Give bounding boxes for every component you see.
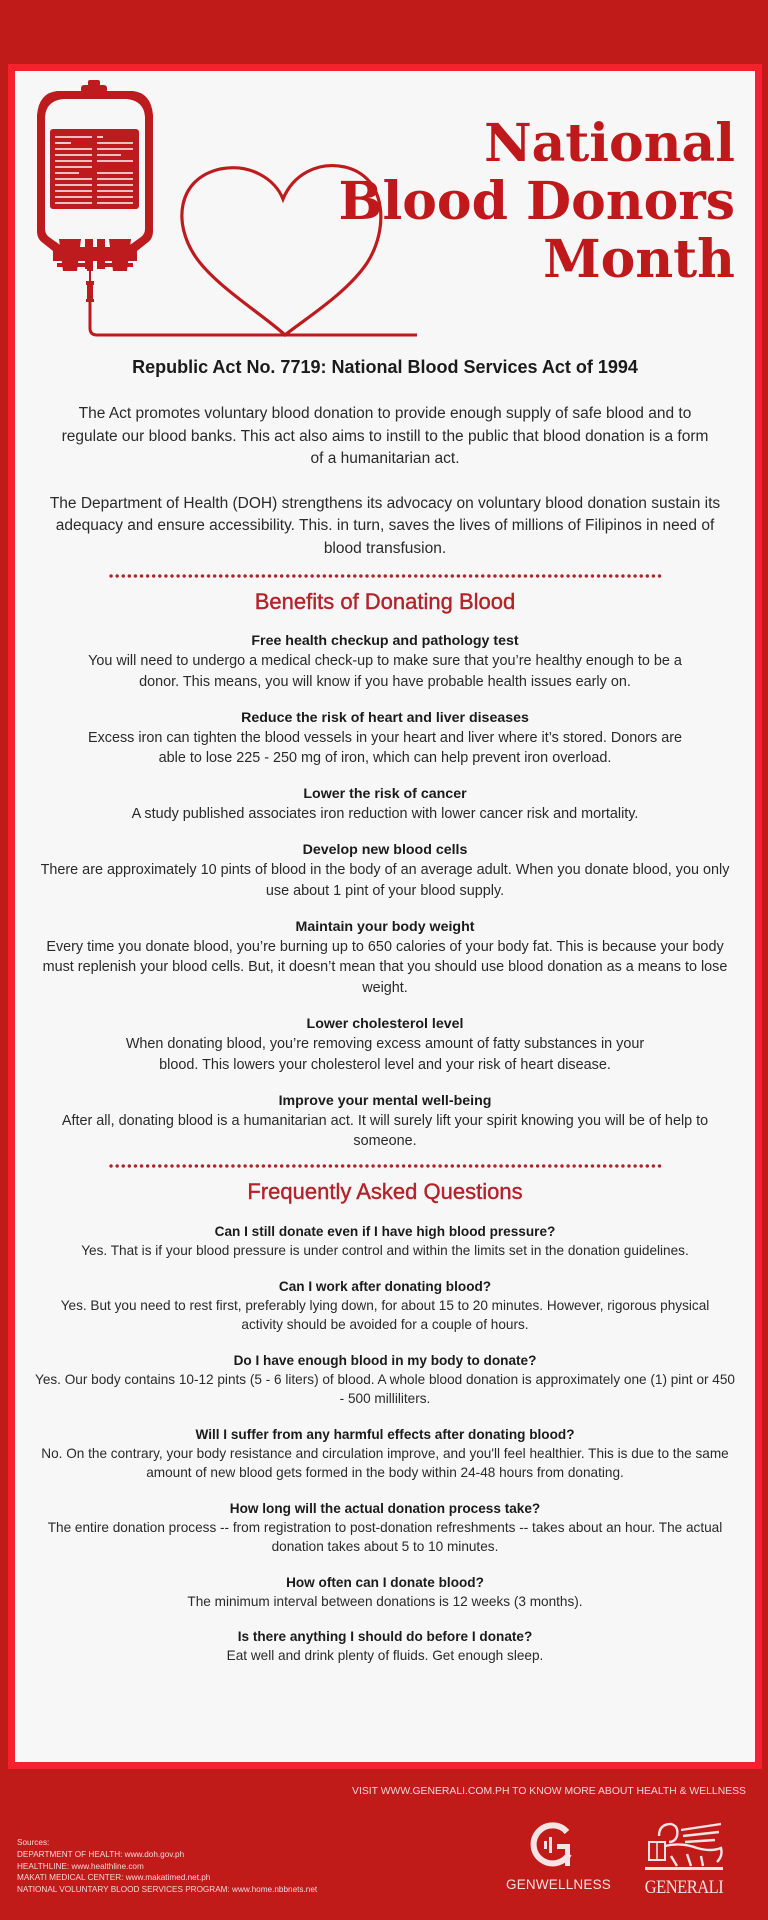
benefit-body: Every time you donate blood, you’re burning up to 650 calories of your body fat. This is because your body must replenish your blood cells. But, it doesn’t mean that you should use blood donation as a means to lose weight.	[42, 938, 728, 997]
infographic-panel	[15, 71, 755, 1762]
faq-item	[15, 1499, 755, 1557]
benefit-body: There are approximately 10 pints of blood in the body of an average adult. When you donate blood, you only use about 1 pint of your blood supply.	[40, 861, 730, 899]
sources-list	[17, 1837, 317, 1896]
faq-answer: No. On the contrary, your body resistance and circulation improve, and you'll feel healthier. This is due to the same amount of new blood gets formed in the body within 24-48 hours from donating.	[41, 1445, 729, 1481]
generali-label: GENERALI	[644, 1875, 724, 1898]
benefit-body: When donating blood, you’re removing excess amount of fatty substances in your blood. This lowers your cholesterol level and your risk of heart disease.	[125, 1035, 645, 1073]
hero	[15, 71, 755, 351]
benefits-title: Benefits of Donating Blood	[254, 589, 516, 614]
benefit-body: A study published associates iron reduction with lower cancer risk and mortality.	[131, 806, 639, 823]
infographic-frame	[8, 64, 762, 1769]
benefit-heading: Reduce the risk of heart and liver diseases	[241, 709, 529, 726]
intro-paragraph-1: The Act promotes voluntary blood donation to provide enough supply of safe blood and to regulate our blood banks. This act also aims to instill to the public that blood donation is a form of a humanitarian act.	[61, 405, 709, 467]
faq-question: How long will the actual donation process take?	[229, 1500, 541, 1516]
generali-lion-icon	[641, 1820, 727, 1872]
faq-question: Can I work after donating blood?	[278, 1278, 492, 1294]
footer	[0, 1769, 768, 1920]
generali-logo	[638, 1820, 730, 1897]
faq-question: How often can I donate blood?	[286, 1574, 484, 1590]
faq-item	[15, 1351, 755, 1409]
benefit-heading: Free health checkup and pathology test	[251, 633, 519, 649]
benefit-body: After all, donating blood is a humanitarian act. It will surely lift your spirit knowing you will be of help to someone.	[61, 1112, 709, 1150]
faq-answer: The minimum interval between donations is 12 weeks (3 months).	[187, 1593, 583, 1609]
benefit-heading: Improve your mental well-being	[278, 1092, 492, 1109]
faq-question: Will I suffer from any harmful effects after donating blood?	[195, 1426, 575, 1442]
dotted-divider	[108, 1164, 662, 1168]
benefit-item	[15, 785, 755, 825]
benefit-item	[15, 1092, 755, 1153]
faq-list	[15, 1222, 755, 1666]
genwellness-logo	[506, 1820, 611, 1892]
faq-question: Is there anything I should do before I donate?	[237, 1629, 533, 1645]
faq-title: Frequently Asked Questions	[247, 1179, 523, 1205]
faq-item	[15, 1425, 755, 1483]
act-title: Republic Act No. 7719: National Blood Services Act of 1994	[132, 357, 638, 377]
source-item: MAKATI MEDICAL CENTER: www.makatimed.net.ph	[17, 1873, 211, 1883]
faq-answer: Yes. Our body contains 10-12 pints (5 - 6 liters) of blood. A whole blood donation is approximately one (1) pint or 450 - 500 milliliters.	[35, 1371, 735, 1407]
title-line-1: National	[484, 113, 735, 174]
benefit-heading: Maintain your body weight	[295, 918, 475, 935]
benefit-body: Excess iron can tighten the blood vessels in your heart and liver where it’s stored. Donors are able to lose 225 - 250 mg of iron, which can help prevent iron overload.	[87, 729, 683, 767]
benefit-item	[15, 709, 755, 770]
benefit-item	[15, 1015, 755, 1076]
faq-question: Can I still donate even if I have high blood pressure?	[214, 1224, 556, 1240]
benefits-list	[15, 632, 755, 1152]
content	[15, 356, 755, 1666]
benefit-item	[15, 918, 755, 999]
benefit-heading: Lower cholesterol level	[306, 1015, 464, 1032]
genwellness-label: GENWELLNESS	[506, 1877, 611, 1892]
blood-bag-icon	[37, 80, 153, 302]
genwellness-g-icon	[529, 1820, 575, 1870]
faq-answer: The entire donation process -- from registration to post-donation refreshments -- takes about an hour. The actual donation takes about 5 to 10 minutes.	[47, 1519, 723, 1555]
benefit-heading: Develop new blood cells	[302, 841, 468, 858]
benefit-item	[15, 632, 755, 693]
benefit-body: You will need to undergo a medical check-up to make sure that you’re healthy enough to be a donor. This means, you will know if you have probable health issues early on.	[88, 653, 682, 690]
title-line-2: Blood Donors	[338, 171, 735, 232]
tube-line	[90, 301, 417, 335]
faq-answer: Yes. That is if your blood pressure is under control and within the limits set in the donation guidelines.	[81, 1243, 689, 1259]
faq-answer: Yes. But you need to rest first, preferably lying down, for about 15 to 20 minutes. However, rigorous physical activity should be avoided for a couple of hours.	[60, 1297, 710, 1333]
faq-item	[15, 1627, 755, 1666]
title-line-3: Month	[543, 229, 735, 290]
source-item: NATIONAL VOLUNTARY BLOOD SERVICES PROGRAM: www.home.nbbnets.net	[17, 1885, 318, 1895]
faq-item	[15, 1277, 755, 1335]
faq-answer: Eat well and drink plenty of fluids. Get enough sleep.	[226, 1648, 544, 1664]
benefit-item	[15, 841, 755, 902]
page-title	[339, 115, 735, 289]
source-item: HEALTHLINE: www.healthline.com	[17, 1861, 144, 1871]
source-item: DEPARTMENT OF HEALTH: www.doh.gov.ph	[17, 1849, 185, 1859]
visit-website-link[interactable]: VISIT WWW.GENERALI.COM.PH TO KNOW MORE ABOUT HEALTH & WELLNESS	[352, 1786, 746, 1797]
faq-item	[15, 1573, 755, 1612]
dotted-divider	[108, 574, 662, 578]
sources-label: Sources:	[17, 1838, 50, 1847]
faq-item	[15, 1222, 755, 1261]
intro-paragraph-2: The Department of Health (DOH) strengthens its advocacy on voluntary blood donation sustain its adequacy and ensure accessibility. This. in turn, saves the lives of millions of Filipinos in need of blood transfusion.	[49, 494, 721, 557]
faq-question: Do I have enough blood in my body to donate?	[233, 1352, 537, 1368]
benefit-heading: Lower the risk of cancer	[303, 786, 467, 803]
